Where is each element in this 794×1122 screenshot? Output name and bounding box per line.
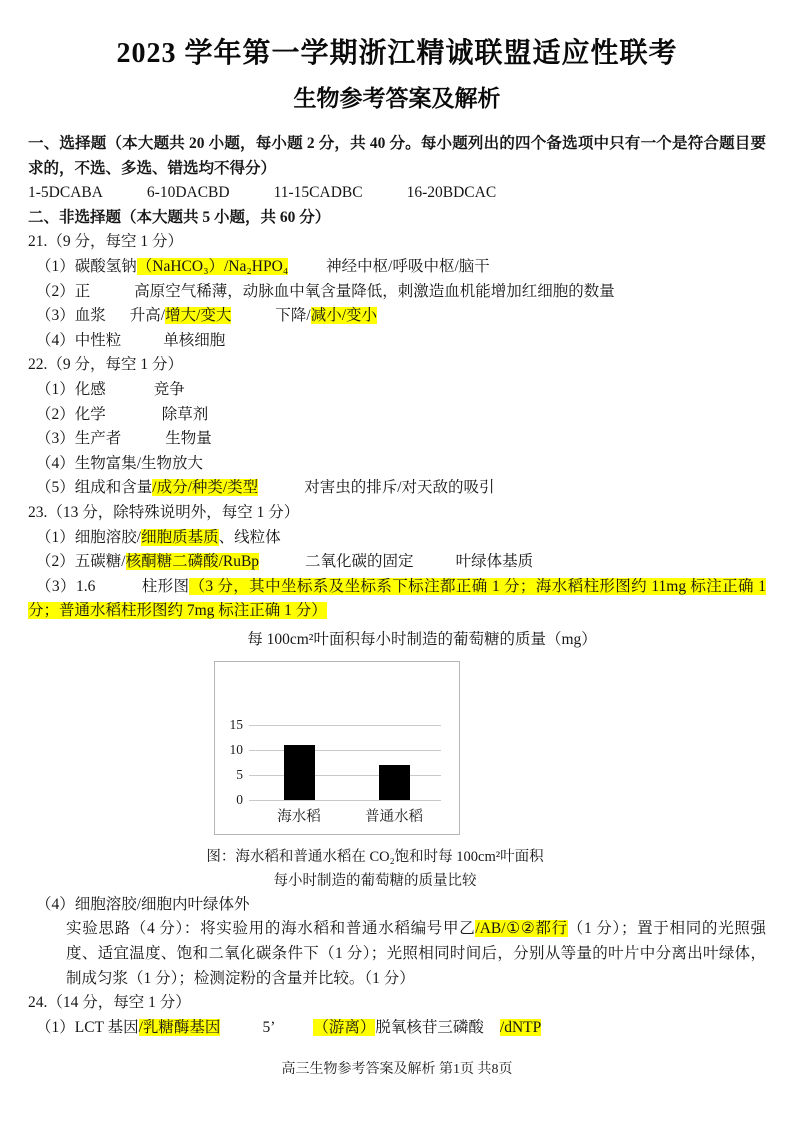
answer-text: （4）细胞溶胶/细胞内叶绿体外 — [36, 895, 250, 913]
answer-text: 24.（14 分，每空 1 分） — [28, 994, 191, 1012]
bar-chart — [214, 661, 460, 835]
answer-text: 升高/ — [129, 307, 166, 325]
blank-spacer — [363, 196, 407, 197]
q22-4 — [36, 452, 766, 477]
gridline — [249, 725, 441, 726]
q22-5 — [36, 476, 766, 501]
q23-1 — [36, 526, 766, 551]
answer-text: （4）生物富集/生物放大 — [36, 454, 204, 472]
nonchoice-section-heading — [28, 206, 766, 231]
q22-2 — [36, 403, 766, 428]
subject-subtitle: 生物参考答案及解析 — [293, 86, 501, 111]
chart-caption-line-2: 每小时制造的葡萄糖的质量比较 — [273, 872, 477, 889]
q21-3 — [36, 304, 766, 329]
blank-spacer — [414, 565, 456, 566]
answer-text: 11-15CADBC — [273, 184, 363, 202]
answer-text: （2）化学 — [36, 405, 106, 423]
q22-1 — [36, 378, 766, 403]
q21-4 — [36, 329, 766, 354]
highlighted-answer: 细胞质基质 — [141, 528, 219, 546]
q24-1 — [36, 1016, 766, 1041]
answer-text: （3）1.6 — [36, 577, 96, 595]
choice-section-heading — [28, 132, 766, 181]
answer-text: 21.（9 分，每空 1 分） — [28, 233, 184, 251]
highlighted-answer: /乳糖酶基因 — [138, 1018, 221, 1036]
y-tick-label: 0 — [236, 791, 243, 807]
highlighted-answer: 核酮糖二磷酸/RuBp — [125, 553, 260, 571]
answers-bottom-block — [28, 893, 766, 1041]
answer-text: 叶绿体基质 — [455, 553, 534, 571]
answer-text: 二、非选择题（本大题共 5 小题，共 60 分） — [28, 208, 331, 226]
answer-text: （3）生产者 — [36, 430, 122, 448]
answer-text: 23.（13 分，除特殊说明外，每空 1 分） — [28, 503, 300, 521]
answer-text: 除草剂 — [161, 405, 209, 423]
blank-spacer — [106, 393, 154, 394]
answer-text: （1）化感 — [36, 380, 106, 398]
answer-text: （1）LCT 基因 — [36, 1018, 139, 1036]
answer-text: 二氧化碳的固定 — [305, 553, 414, 571]
highlighted-answer: 减小/变小 — [310, 307, 378, 325]
answer-text: （5）组成和含量 — [36, 479, 153, 497]
chart-caption-line-1: 图：海水稻和普通水稻在 CO₂饱和时每 100cm²叶面积 — [206, 848, 544, 865]
blank-spacer — [259, 565, 305, 566]
bar-普通水稻 — [379, 765, 410, 800]
answer-text: （1）细胞溶胶/ — [36, 528, 142, 546]
q23-4-procedure — [66, 917, 766, 991]
blank-spacer — [484, 1031, 500, 1032]
answer-text: 下降/ — [275, 307, 311, 325]
document-header — [0, 0, 794, 114]
q21-1 — [36, 255, 766, 280]
q22-3 — [36, 427, 766, 452]
q23-header — [28, 501, 766, 526]
page-footer: 高三生物参考答案及解析 第1页 共8页 — [281, 1062, 513, 1077]
x-category-label: 海水稻 — [277, 808, 321, 825]
highlighted-answer: /dNTP — [499, 1018, 542, 1036]
blank-spacer — [275, 1031, 313, 1032]
highlighted-answer: /成分/种类/类型 — [152, 479, 259, 497]
answer-text: 、线粒体 — [218, 528, 281, 546]
highlighted-answer: （3 分，其中坐标系及坐标系下标注都正确 1 分；海水稻柱形图约 11mg 标注正确 1 分；普通水稻柱形图约 7mg 标注正确 1 分） — [28, 577, 766, 620]
answer-text: 16-20BDCAC — [406, 184, 497, 202]
answer-text: （1）碳酸氢钠 — [36, 257, 137, 275]
blank-spacer — [95, 590, 141, 591]
answer-text: （4）中性粒 — [36, 331, 122, 349]
highlighted-answer: /AB/①②都行 — [475, 920, 568, 938]
answer-text: 对害虫的排斥/对天敌的吸引 — [304, 479, 495, 497]
q23-3 — [28, 575, 766, 624]
answer-text: 高原空气稀薄，动脉血中氧含量降低，刺激造血机能增加红细胞的数量 — [134, 282, 615, 300]
chart-caption — [115, 845, 635, 893]
blank-spacer — [90, 295, 134, 296]
answer-text: 竞争 — [153, 380, 185, 398]
answer-text: （1 分）；置于相同的光照强度、适宜温度、饱和二氧化碳条件下（1 分）；光照相同时间后，分别从等量的叶片中分离出叶绿体，制成匀浆（1 分）；检测淀粉的含量并比较。（1 分） — [66, 920, 766, 987]
gridline — [249, 750, 441, 751]
x-category-label: 普通水稻 — [365, 808, 423, 825]
blank-spacer — [103, 196, 147, 197]
answer-text: 神经中枢/呼吸中枢/脑干 — [326, 257, 490, 275]
answer-text: 脱氧核苷三磷酸 — [375, 1018, 484, 1036]
q21-header — [28, 230, 766, 255]
answer-body — [28, 132, 766, 1040]
highlighted-answer: （游离） — [313, 1018, 376, 1036]
answer-text: （2）正 — [36, 282, 91, 300]
y-tick-label: 5 — [236, 766, 243, 782]
answers-top-block — [28, 132, 766, 624]
y-tick-label: 15 — [229, 716, 243, 732]
chart-title: 每 100cm²叶面积每小时制造的葡萄糖的质量（mg） — [247, 630, 597, 648]
blank-spacer — [121, 344, 163, 345]
blank-spacer — [121, 442, 165, 443]
q24-header — [28, 991, 766, 1016]
q23-4 — [36, 893, 766, 918]
answer-text: （3）血浆 — [36, 307, 106, 325]
answer-text: 6-10DACBD — [146, 184, 230, 202]
answer-text: 实验思路（4 分）：将实验用的海水稻和普通水稻编号甲乙 — [66, 920, 476, 938]
answer-text: 生物量 — [165, 430, 212, 448]
highlighted-answer: （NaHCO₃）/Na₂HPO₄ — [136, 257, 289, 275]
q22-header — [28, 353, 766, 378]
y-tick-label: 10 — [229, 741, 243, 757]
answer-text: 22.（9 分，每空 1 分） — [28, 356, 184, 374]
answer-text: 5’ — [262, 1018, 276, 1036]
blank-spacer — [288, 270, 326, 271]
blank-spacer — [231, 319, 275, 320]
blank-spacer — [258, 491, 304, 492]
blank-spacer — [106, 418, 162, 419]
exam-title: 2023 学年第一学期浙江精诚联盟适应性联考 — [116, 38, 678, 69]
answer-text: 一、选择题（本大题共 20 小题，每小题 2 分，共 40 分。每小题列出的四个备选项中只有一个是符合题目要求的，不选、多选、错选均不得分） — [28, 135, 766, 177]
blank-spacer — [220, 1031, 262, 1032]
answer-text: （2）五碳糖/ — [36, 553, 126, 571]
q21-2 — [36, 280, 766, 305]
answer-text: 1-5DCABA — [28, 184, 103, 202]
gridline — [249, 800, 441, 801]
blank-spacer — [106, 319, 130, 320]
choice-answers — [28, 181, 766, 206]
gridline — [249, 775, 441, 776]
bar-海水稻 — [284, 745, 315, 800]
answer-text: 单核细胞 — [163, 331, 226, 349]
highlighted-answer: 增大/变大 — [165, 307, 232, 325]
figure — [28, 628, 766, 893]
q23-2 — [36, 550, 766, 575]
blank-spacer — [230, 196, 274, 197]
answer-text: 柱形图 — [141, 577, 190, 595]
